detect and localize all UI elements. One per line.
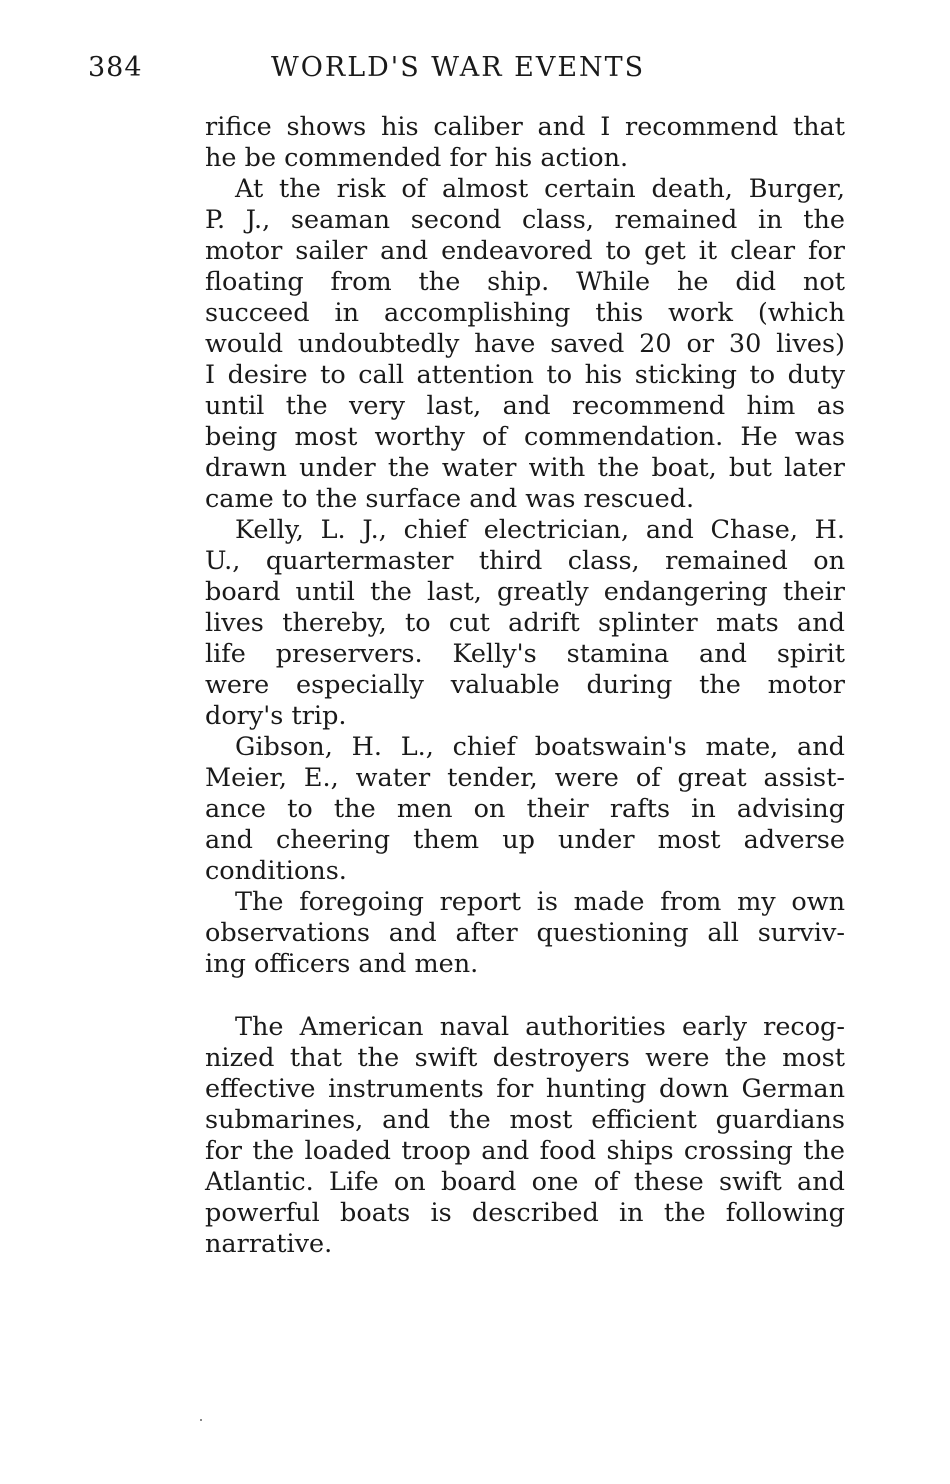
text-line: life preservers. Kelly's stamina and spirit	[205, 639, 845, 669]
page-number: 384	[88, 52, 143, 83]
running-title: WORLD'S WAR EVENTS	[271, 52, 646, 83]
text-line: succeed in accomplishing this work (which	[205, 298, 845, 328]
text-line: P. J., seaman second class, remained in the	[205, 205, 845, 235]
body-text	[205, 112, 845, 1260]
text-line: board until the last, greatly endangering their	[205, 577, 845, 607]
text-line: powerful boats is described in the following	[205, 1198, 845, 1228]
text-line: Kelly, L. J., chief electrician, and Chase, H.	[235, 515, 845, 545]
text-line: submarines, and the most efficient guardians	[205, 1105, 845, 1135]
text-line: conditions.	[205, 856, 347, 886]
text-line: narrative.	[205, 1229, 333, 1259]
text-line: observations and after questioning all surviv-	[205, 918, 845, 948]
text-line: Atlantic. Life on board one of these swift and	[205, 1167, 845, 1197]
paragraph-foregoing-report	[205, 887, 845, 980]
paragraph-burger	[205, 174, 845, 515]
text-line: I desire to call attention to his sticking to duty	[205, 360, 845, 390]
text-line: The foregoing report is made from my own	[235, 887, 845, 917]
paragraph-naval-authorities	[205, 1012, 845, 1260]
text-line: The American naval authorities early recog-	[235, 1012, 845, 1042]
text-line: motor sailer and endeavored to get it clear for	[205, 236, 845, 266]
text-line: nized that the swift destroyers were the most	[205, 1043, 845, 1073]
text-line: being most worthy of commendation. He was	[205, 422, 845, 452]
text-line: effective instruments for hunting down German	[205, 1074, 845, 1104]
paragraph-continuation	[205, 112, 845, 174]
text-line: ance to the men on their rafts in advising	[205, 794, 845, 824]
text-line: lives thereby, to cut adrift splinter mats and	[205, 608, 845, 638]
text-line: U., quartermaster third class, remained on	[205, 546, 845, 576]
text-line: rifice shows his caliber and I recommend that	[205, 112, 845, 142]
text-line: drawn under the water with the boat, but later	[205, 453, 845, 483]
text-line: At the risk of almost certain death, Burger,	[235, 174, 845, 204]
text-line: Meier, E., water tender, were of great assist-	[205, 763, 845, 793]
text-line: until the very last, and recommend him as	[205, 391, 845, 421]
text-line: and cheering them up under most adverse	[205, 825, 845, 855]
text-line: Gibson, H. L., chief boatswain's mate, and	[235, 732, 845, 762]
text-line: came to the surface and was rescued.	[205, 484, 695, 514]
text-line: for the loaded troop and food ships crossing the	[205, 1136, 845, 1166]
text-line: ing officers and men.	[205, 949, 479, 979]
text-line: he be commended for his action.	[205, 143, 629, 173]
text-line: dory's trip.	[205, 701, 347, 731]
paragraph-gibson-meier	[205, 732, 845, 887]
section-gap	[205, 980, 845, 1012]
running-head	[88, 52, 848, 92]
text-line: would undoubtedly have saved 20 or 30 lives)	[205, 329, 845, 359]
scan-speck	[200, 1419, 202, 1421]
text-line: floating from the ship. While he did not	[205, 267, 845, 297]
text-line: were especially valuable during the motor	[205, 670, 845, 700]
paragraph-kelly-chase	[205, 515, 845, 732]
